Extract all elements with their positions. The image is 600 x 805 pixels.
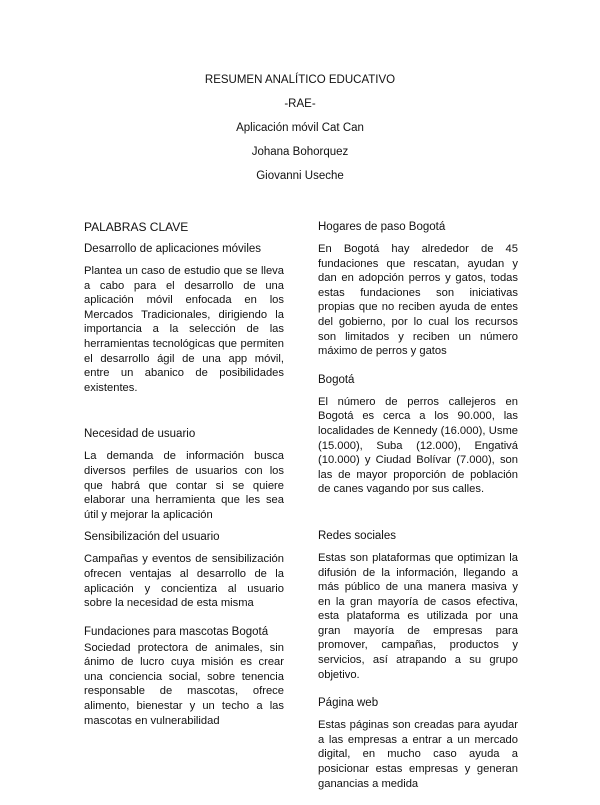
right-column — [318, 220, 518, 805]
section-heading: Desarrollo de aplicaciones móviles — [84, 243, 262, 255]
spacer — [84, 409, 284, 427]
document-title: RESUMEN ANALÍTICO EDUCATIVO — [204, 74, 396, 86]
section-paragraph: Plantea un caso de estudio que se lleva a cabo para el desarrollo de una aplicación móvil enfocada en los Mercados Tradicionales, dirigiendo la importancia a la selección de las herramientas tecnológicas que permiten el desarrollo ágil de una app móvil, entre un abanico de posibilidades existentes. — [84, 265, 284, 394]
section-paragraph: Estas son plataformas que optimizan la difusión de la información, llegando a más público de una manera masiva y en la gran mayoría de casos efectiva, esta plataforma es utilizada por una gran mayoría de empresas para promover, campañas, productos y servicios, así atrapando a su grupo objetivo. — [318, 551, 518, 681]
app-name: Aplicación móvil Cat Can — [236, 122, 364, 134]
section-heading: Necesidad de usuario — [84, 428, 196, 441]
section-paragraph: La demanda de información busca diversos perfiles de usuarios con los que habrá que contar si se quiere elaborar una herramienta que les sea útil y mejorar la aplicación — [84, 450, 284, 521]
section-heading: Fundaciones para mascotas Bogotá — [84, 625, 269, 638]
section-heading: Bogotá — [318, 373, 355, 386]
spacer — [318, 511, 518, 529]
section-heading: Hogares de paso Bogotá — [318, 221, 446, 233]
keywords-heading: PALABRAS CLAVE — [84, 220, 189, 234]
section-heading: Página web — [318, 697, 379, 710]
author-name: Giovanni Useche — [256, 170, 344, 182]
section-paragraph: Sociedad protectora de animales, sin ánimo de lucro cuya misión es crear una conciencia social, sobre tenencia responsable de mascotas, ofrece alimento, bienestar y un techo a las mascotas en vulnerabilidad — [84, 641, 284, 727]
left-column — [84, 220, 284, 742]
section-heading: Redes sociales — [318, 529, 396, 542]
section-paragraph: En Bogotá hay alrededor de 45 fundaciones que rescatan, ayudan y dan en adopción perros y gatos, todas estas fundaciones son iniciativas propias que no reciben ayuda de entes del gobierno, por lo cual los recursos son limitados y reciben un número máximo de perros y gatos — [318, 243, 518, 358]
document-header — [0, 68, 600, 188]
section-paragraph: Estas páginas son creadas para ayudar a las empresas a entrar a un mercado digital, en mucho caso ayuda a posicionar estas empresas y generan ganancias a medida — [318, 719, 518, 790]
author-name: Johana Bohorquez — [251, 146, 349, 158]
section-paragraph: El número de perros callejeros en Bogotá es cerca a los 90.000, las localidades de Kennedy (16.000), Usme (15.000), Suba (12.000), Engativá (10.000) y Ciudad Bolívar (7.000), son las de mayor proporción de población de canes vagando por sus calles. — [318, 395, 518, 496]
section-paragraph: Campañas y eventos de sensibilización ofrecen ventajas al desarrollo de la aplicación y concientiza al usuario sobre la necesidad de esta misma — [84, 553, 284, 610]
section-heading: Sensibilización del usuario — [84, 531, 220, 544]
document-abbreviation: -RAE- — [284, 98, 316, 110]
